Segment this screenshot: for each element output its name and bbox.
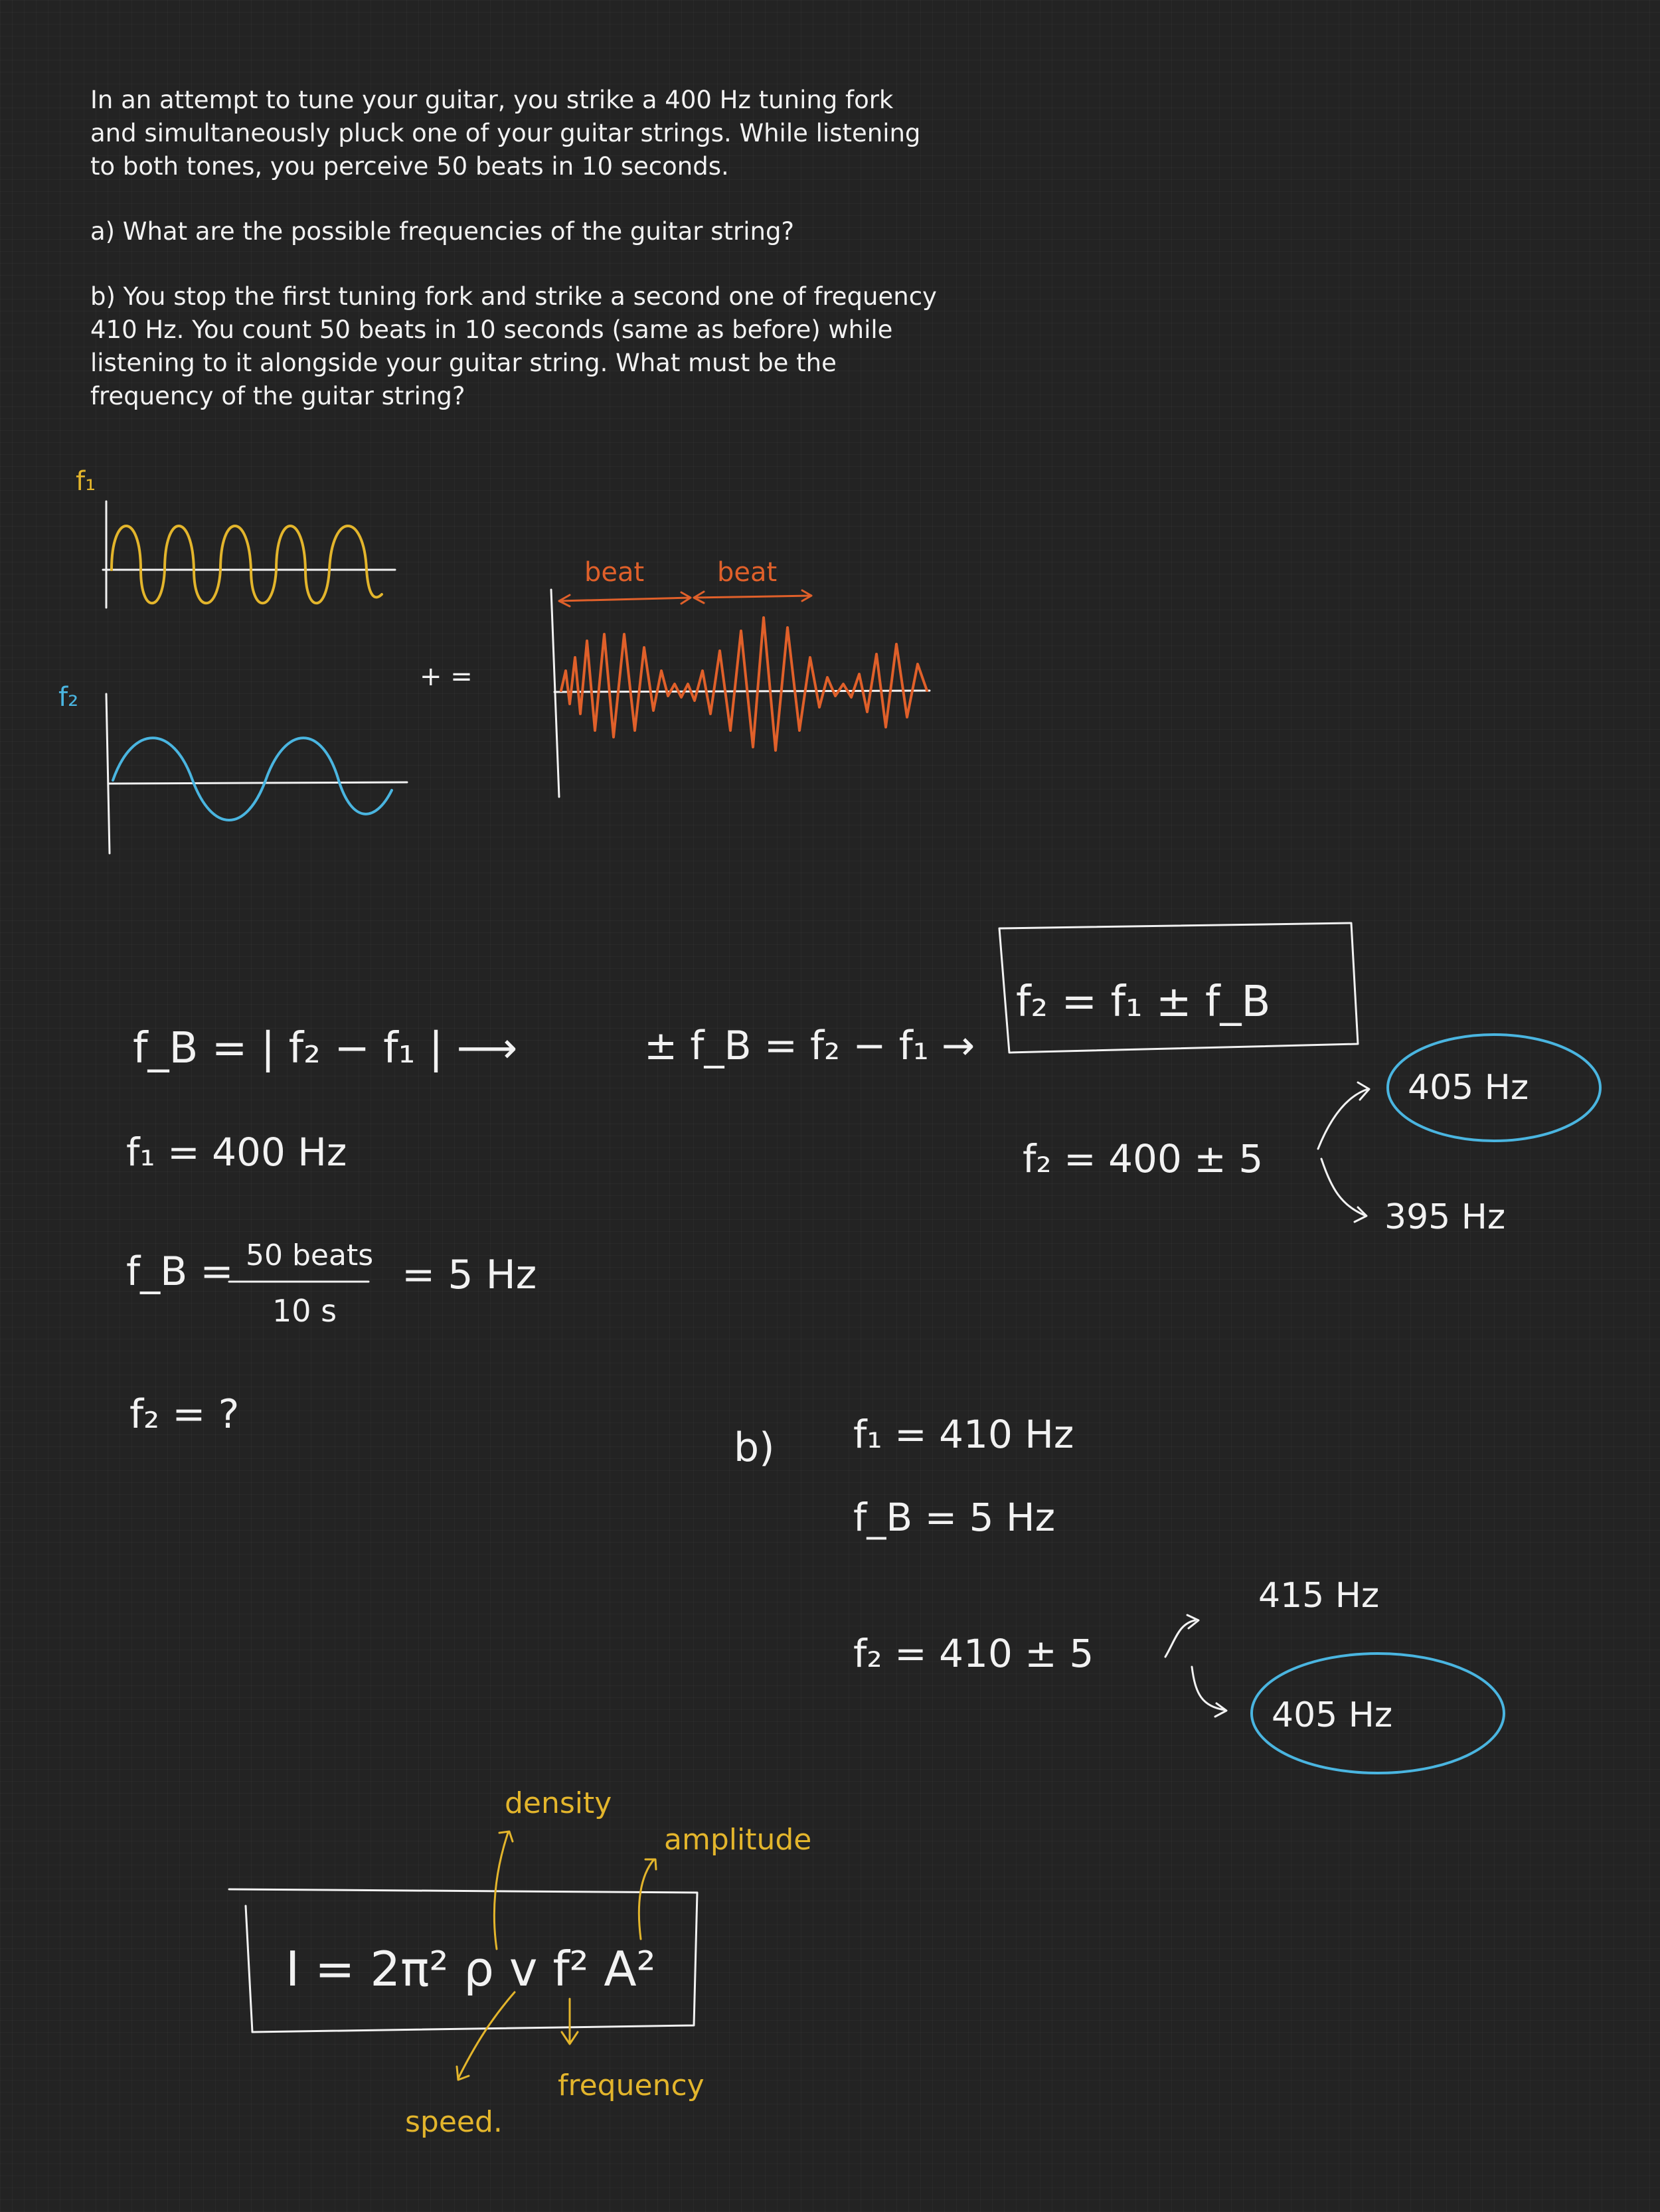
eq-plus-minus: ± f_B = f₂ − f₁ → [644,1023,975,1069]
arrow-amplitude [639,1859,656,1939]
f2-expression: f₂ = 400 ± 5 [1023,1136,1264,1181]
beat-label-2: beat [717,557,778,588]
f2-axis-vertical [106,694,110,853]
f2-option-2: 395 Hz [1384,1197,1506,1237]
f2-label: f₂ [58,682,79,713]
f2-axis-horizontal [108,782,407,784]
beat-arrow-1 [559,592,691,606]
eq-beat-definition: f_B = | f₂ − f₁ | ⟶ [133,1024,518,1073]
part-b-f2-expression: f₂ = 410 ± 5 [853,1631,1094,1676]
arrow-frequency [562,1999,578,2044]
label-speed: speed. [405,2105,503,2139]
fb-label: f_B = [126,1248,234,1295]
beat-wave [561,618,927,750]
part-b-label: b) [734,1424,775,1471]
label-amplitude: amplitude [664,1823,812,1857]
branch-arrow-up [1318,1082,1369,1149]
fb-numerator: 50 beats [246,1238,374,1272]
beat-arrow-2 [694,590,811,603]
branch-arrow-down [1321,1159,1367,1222]
eq-boxed: f₂ = f₁ ± f_B [1016,978,1271,1027]
label-density: density [505,1786,612,1820]
f1-wave [112,526,382,603]
problem-part-a: a) What are the possible frequencies of the guitar string? [90,217,795,246]
unknown-f2: f₂ = ? [129,1391,240,1438]
f2-wave [113,738,392,820]
part-b-option-2: 405 Hz [1272,1695,1393,1735]
f2-option-1: 405 Hz [1408,1068,1529,1108]
part-b-fb: f_B = 5 Hz [853,1495,1056,1540]
intensity-formula: I = 2π² ρ v f² A² [286,1941,656,1997]
label-frequency: frequency [558,2069,705,2102]
part-b-f1: f₁ = 410 Hz [853,1412,1074,1457]
sum-operator: + = [420,661,473,692]
problem-intro: In an attempt to tune your guitar, you strike a 400 Hz tuning fork and simultaneously pluck one of your guitar strings. While listening to both tones, you perceive 50 beats in 10 seconds. [90,86,921,181]
part-b-option-1: 415 Hz [1258,1576,1380,1616]
given-f1: f₁ = 400 Hz [126,1130,347,1175]
f1-label: f₁ [76,466,96,497]
b-branch-arrow-up [1165,1615,1199,1657]
b-branch-arrow-down [1192,1667,1226,1717]
fb-denominator: 10 s [272,1293,337,1329]
sum-axis-vertical [551,590,559,797]
beat-label-1: beat [584,557,645,588]
arrow-speed [457,1992,515,2080]
fb-result: = 5 Hz [402,1252,537,1298]
problem-part-b: b) You stop the first tuning fork and strike a second one of frequency 410 Hz. You count 50 beats in 10 seconds (same as before) while listening to it alongside your guitar string. What must be the frequency of the guitar string? [90,282,937,410]
